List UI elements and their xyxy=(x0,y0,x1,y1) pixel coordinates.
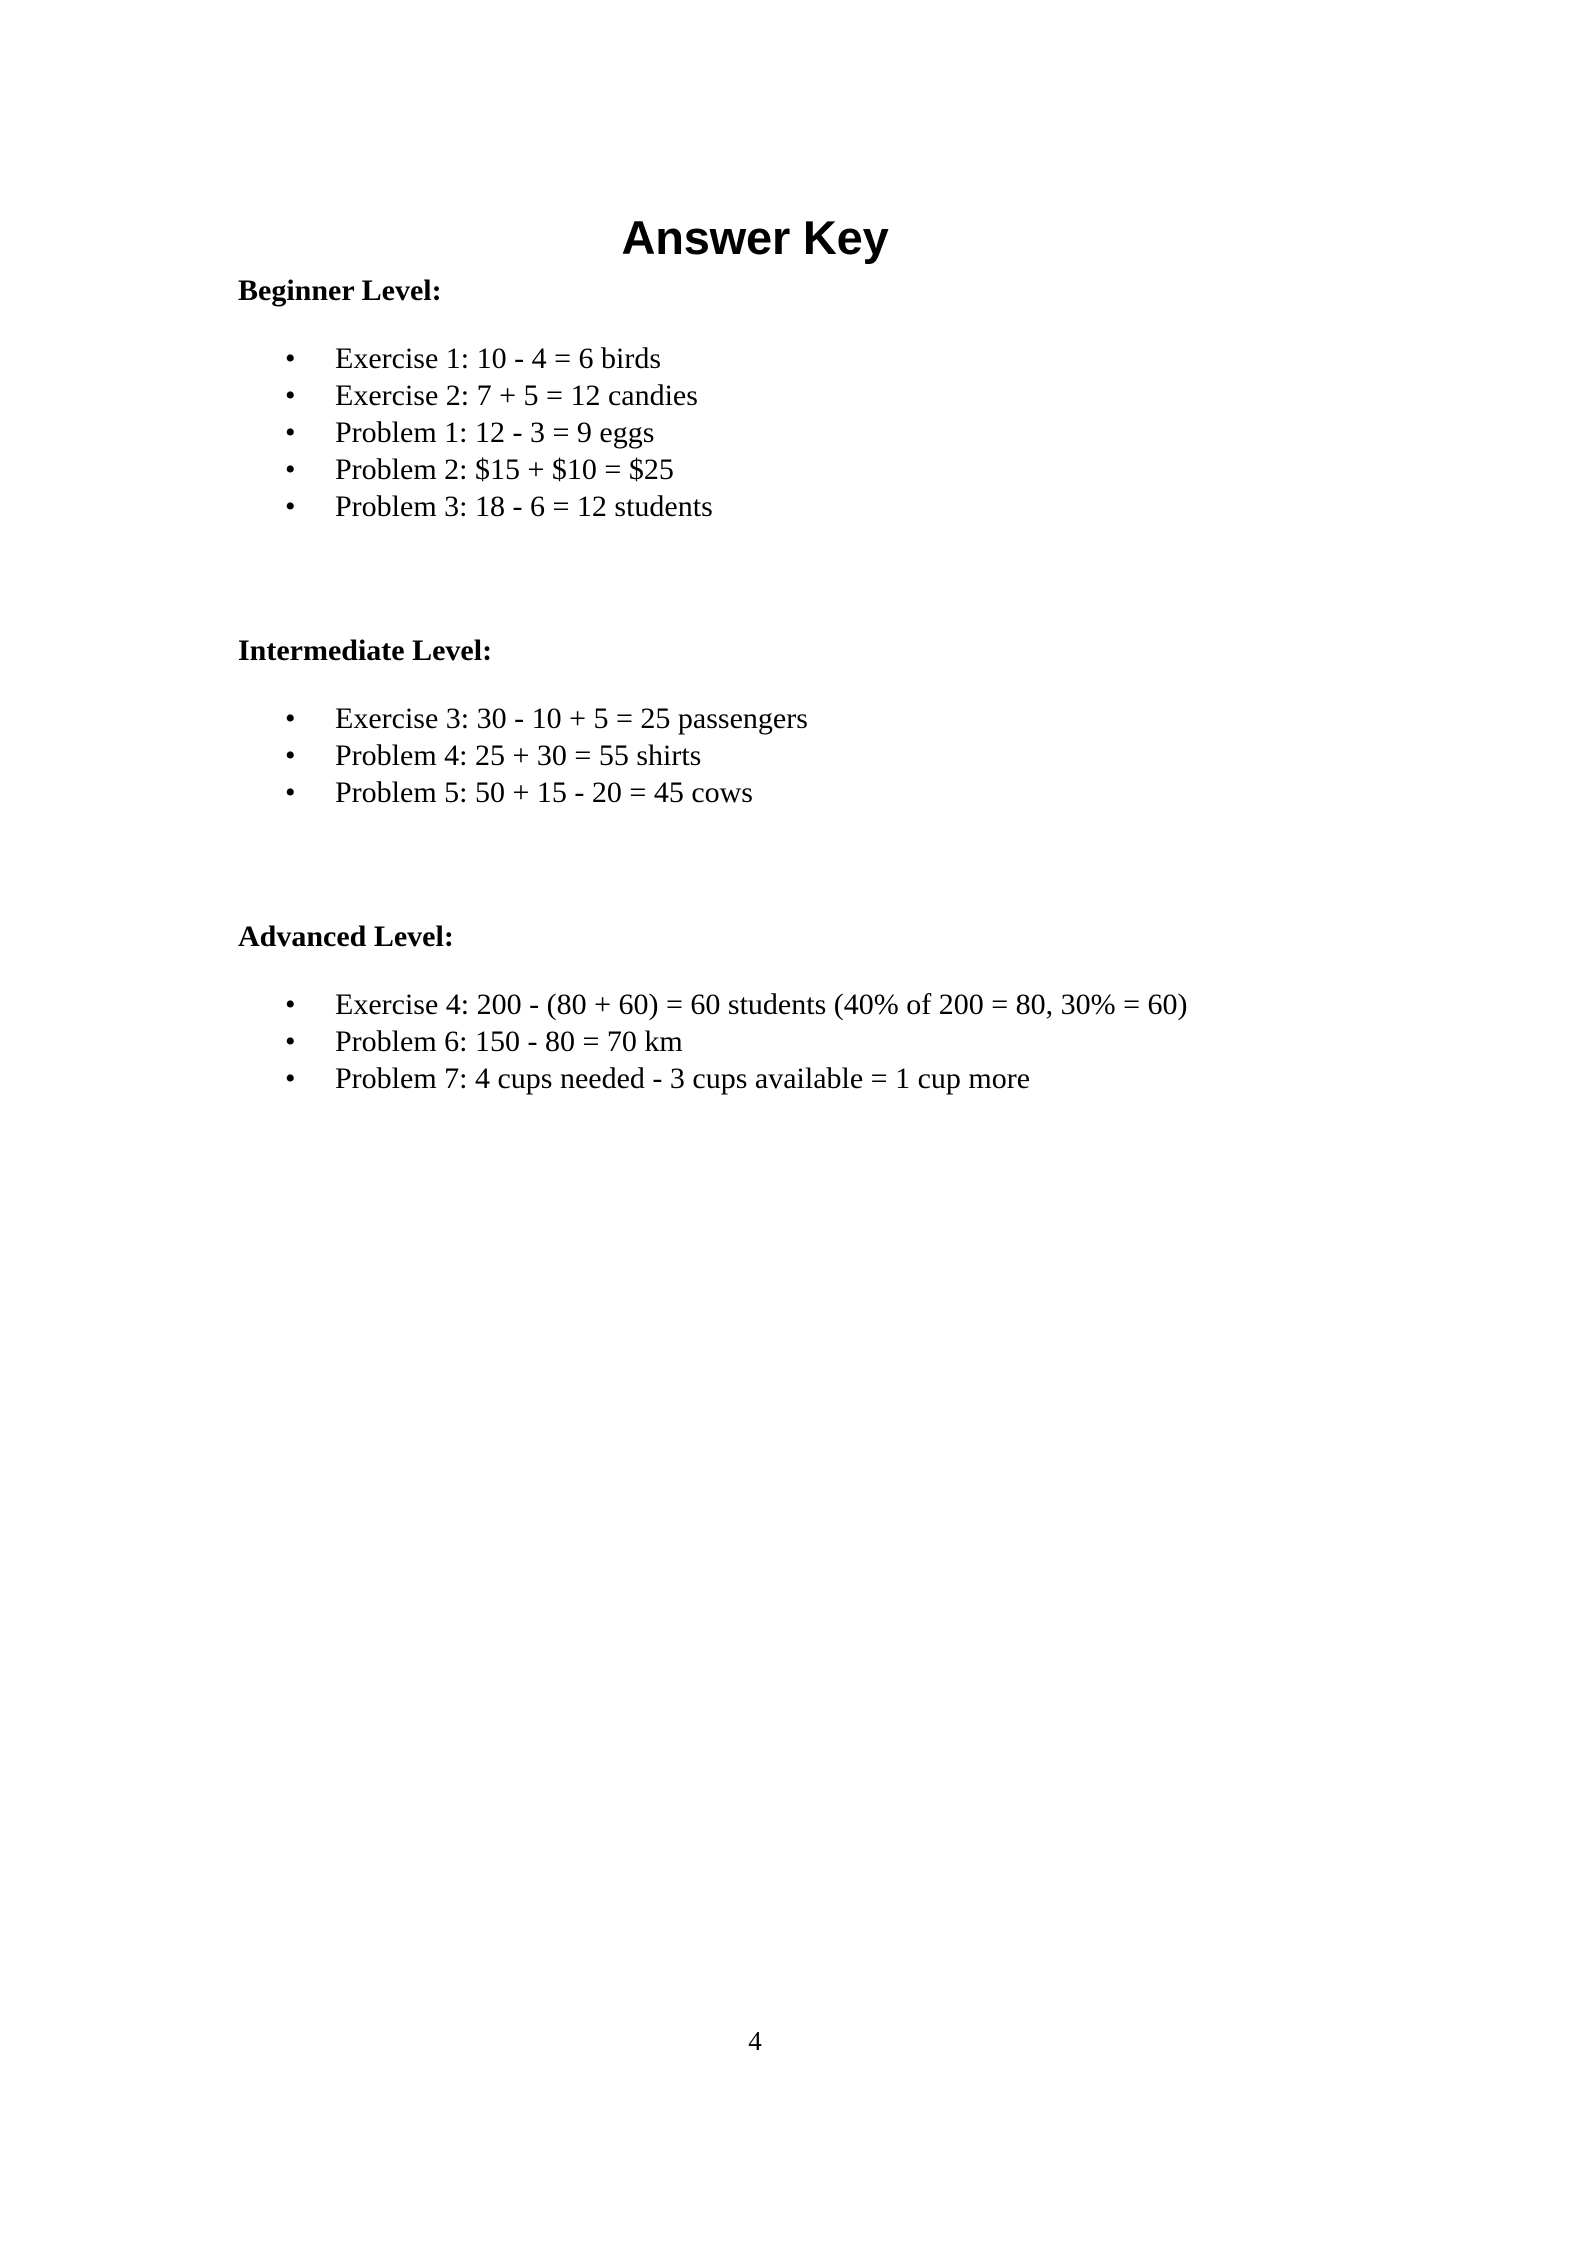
list-item-text: Problem 3: 18 - 6 = 12 students xyxy=(335,490,713,523)
list-item xyxy=(238,700,1358,737)
answer-list-beginner xyxy=(238,340,1358,525)
list-item-text: Problem 4: 25 + 30 = 55 shirts xyxy=(335,739,702,772)
list-item xyxy=(238,451,1358,488)
bullet-icon: • xyxy=(285,776,296,809)
bullet-icon: • xyxy=(285,416,296,449)
bullet-icon: • xyxy=(285,379,296,412)
list-item-text: Problem 1: 12 - 3 = 9 eggs xyxy=(335,416,655,449)
list-item-text: Exercise 2: 7 + 5 = 12 candies xyxy=(335,379,698,412)
list-item-text: Exercise 3: 30 - 10 + 5 = 25 passengers xyxy=(335,702,808,735)
section-heading-beginner: Beginner Level: xyxy=(238,274,442,307)
list-item xyxy=(238,1060,1358,1097)
list-item xyxy=(238,340,1358,377)
section-heading-intermediate: Intermediate Level: xyxy=(238,634,493,667)
page-number: 4 xyxy=(748,2026,762,2056)
list-item xyxy=(238,377,1358,414)
bullet-icon: • xyxy=(285,1062,296,1095)
section-advanced-level xyxy=(238,918,1358,1097)
bullet-icon: • xyxy=(285,702,296,735)
list-item xyxy=(238,488,1358,525)
page-title: Answer Key xyxy=(621,211,889,265)
list-item xyxy=(238,414,1358,451)
bullet-icon: • xyxy=(285,342,296,375)
list-item-text: Problem 2: $15 + $10 = $25 xyxy=(335,453,674,486)
section-beginner-level xyxy=(238,272,1358,525)
list-item xyxy=(238,1023,1358,1060)
list-item-text: Problem 5: 50 + 15 - 20 = 45 cows xyxy=(335,776,753,809)
list-item xyxy=(238,737,1358,774)
answer-list-advanced xyxy=(238,986,1358,1097)
list-item xyxy=(238,986,1358,1023)
list-item-text: Exercise 4: 200 - (80 + 60) = 60 students (40% of 200 = 80, 30% = 60) xyxy=(335,988,1188,1021)
bullet-icon: • xyxy=(285,988,296,1021)
list-item-text: Exercise 1: 10 - 4 = 6 birds xyxy=(335,342,662,375)
list-item-text: Problem 6: 150 - 80 = 70 km xyxy=(335,1025,683,1058)
bullet-icon: • xyxy=(285,490,296,523)
list-item-text: Problem 7: 4 cups needed - 3 cups available = 1 cup more xyxy=(335,1062,1031,1095)
answer-key-content xyxy=(238,272,1358,1097)
bullet-icon: • xyxy=(285,1025,296,1058)
list-item xyxy=(238,774,1358,811)
bullet-icon: • xyxy=(285,453,296,486)
section-intermediate-level xyxy=(238,632,1358,811)
bullet-icon: • xyxy=(285,739,296,772)
section-heading-advanced: Advanced Level: xyxy=(238,920,454,953)
answer-list-intermediate xyxy=(238,700,1358,811)
